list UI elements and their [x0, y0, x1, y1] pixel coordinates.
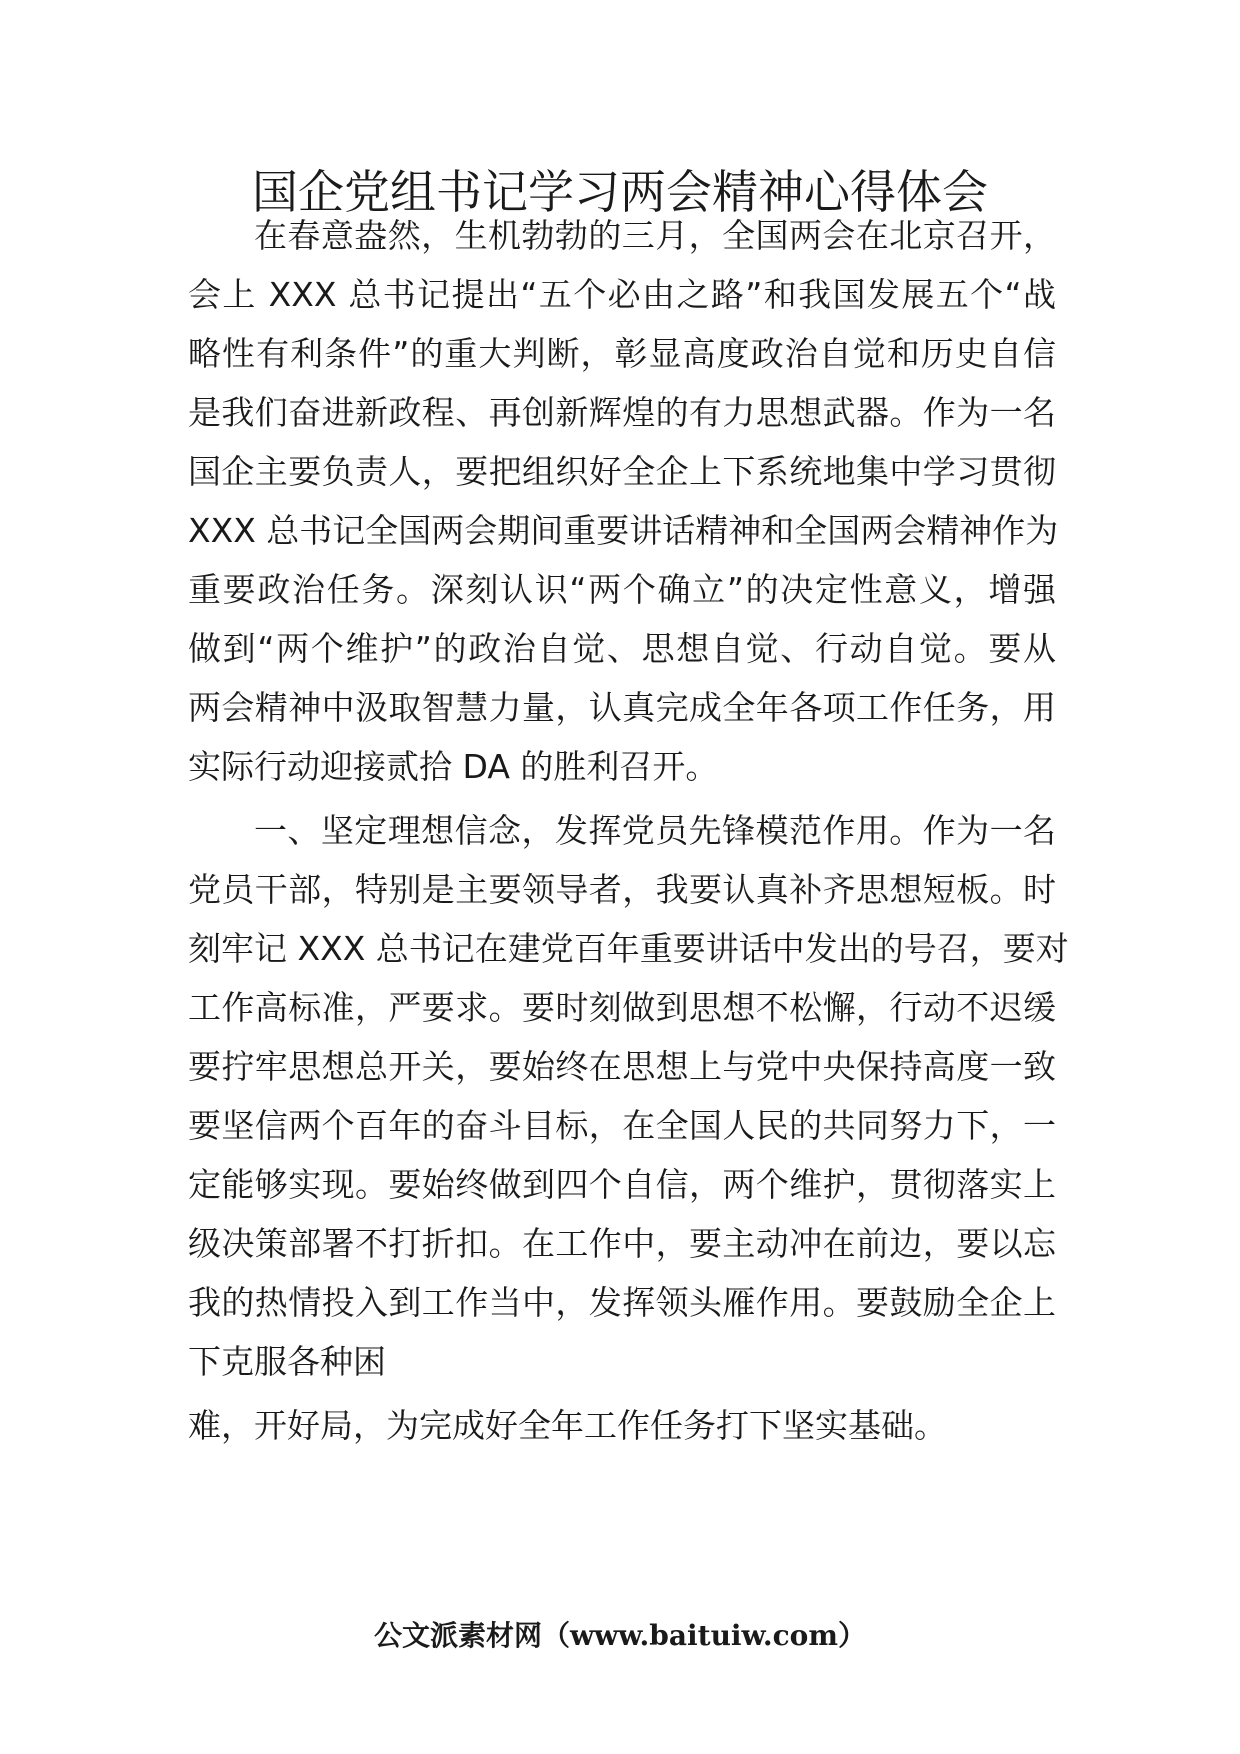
paragraph-line: 要坚信两个百年的奋斗目标，在全国人民的共同努力下，一 — [188, 1106, 1056, 1145]
paragraph-line: 我的热情投入到工作当中，发挥领头雁作用。要鼓励全企上 — [188, 1283, 1056, 1322]
paragraph-line: 实际行动迎接贰拾 DA 的胜利召开。 — [188, 747, 719, 786]
paragraph-line: 会上 XXX 总书记提出“五个必由之路”和我国发展五个“战 — [188, 275, 1056, 314]
paragraph-line: 做到“两个维护”的政治自觉、思想自觉、行动自觉。要从 — [188, 629, 1056, 668]
paragraph-line: 要拧牢思想总开关，要始终在思想上与党中央保持高度一致 — [188, 1047, 1056, 1086]
paragraph-line: 重要政治任务。深刻认识“两个确立”的决定性意义，增强 — [188, 570, 1056, 609]
paragraph-line: 两会精神中汲取智慧力量，认真完成全年各项工作任务，用 — [188, 688, 1056, 727]
document-title: 国企党组书记学习两会精神心得体会 — [252, 165, 988, 219]
paragraph-line: 是我们奋进新政程、再创新辉煌的有力思想武器。作为一名 — [188, 393, 1056, 432]
paragraph-line: 级决策部署不打折扣。在工作中，要主动冲在前边，要以忘 — [188, 1224, 1056, 1263]
paragraph-line: 国企主要负责人，要把组织好全企上下系统地集中学习贯彻 — [188, 452, 1056, 491]
paragraph-line: 难，开好局，为完成好全年工作任务打下坚实基础。 — [188, 1406, 947, 1445]
paragraph-line: 一、坚定理想信念，发挥党员先锋模范作用。作为一名 — [254, 811, 1056, 850]
paragraph-line: 略性有利条件”的重大判断，彰显高度政治自觉和历史自信 — [188, 334, 1056, 373]
paragraph-line: XXX 总书记全国两会期间重要讲话精神和全国两会精神作为 — [188, 511, 1059, 550]
paragraph-line: 刻牢记 XXX 总书记在建党百年重要讲话中发出的号召，要对 — [188, 929, 1069, 968]
paragraph-line: 工作高标准，严要求。要时刻做到思想不松懈，行动不迟缓 — [188, 988, 1056, 1027]
paragraph-line: 党员干部，特别是主要领导者，我要认真补齐思想短板。时 — [188, 870, 1056, 909]
source-footer: 公文派素材网（www.baituiw.com） — [374, 1619, 866, 1652]
paragraph-line: 下克服各种困 — [188, 1342, 386, 1381]
paragraph-line: 定能够实现。要始终做到四个自信，两个维护，贯彻落实上 — [188, 1165, 1056, 1204]
paragraph-line: 在春意盎然，生机勃勃的三月，全国两会在北京召开， — [254, 216, 1056, 255]
